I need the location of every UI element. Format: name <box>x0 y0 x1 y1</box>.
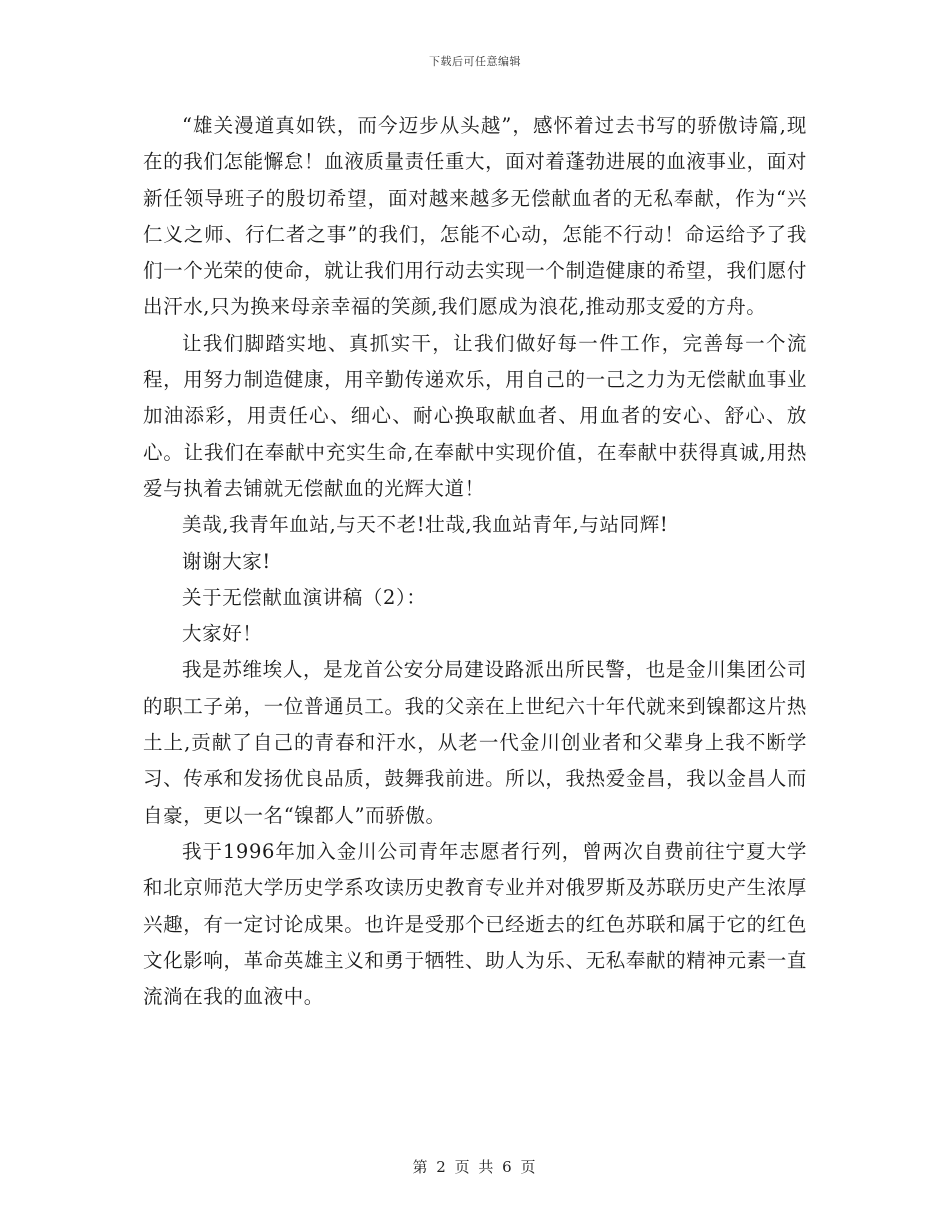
section-heading: 关于无偿献血演讲稿（2）： <box>182 585 427 609</box>
document-body <box>143 108 807 1015</box>
header-note: 下载后可任意编辑 <box>429 55 521 68</box>
paragraph: 我是苏维埃人，是龙首公安分局建设路派出所民警，也是金川集团公司的职工子弟，一位普通员工。我的父亲在上世纪六十年代就来到镍都这片热土上,贡献了自己的青春和汗水，从老一代金川创业者和父辈身上我不断学习、传承和发扬优良品质，鼓舞我前进。所以，我热爱金昌，我以金昌人而自豪，更以一名“镍都人”而骄傲。 <box>143 658 807 827</box>
paragraph: 美哉,我青年血站,与天不老!壮哉,我血站青年,与站同辉! <box>182 513 669 537</box>
paragraph: “雄关漫道真如铁，而今迈步从头越”，感怀着过去书写的骄傲诗篇,现在的我们怎能懈怠！血液质量责任重大，面对着蓬勃进展的血液事业，面对新任领导班子的殷切希望，面对越来越多无偿献血者的无私奉献，作为“兴仁义之师、行仁者之事”的我们，怎能不心动，怎能不行动！命运给予了我们一个光荣的使命，就让我们用行动去实现一个制造健康的希望，我们愿付出汗水,只为换来母亲幸福的笑颜,我们愿成为浪花,推动那支爱的方舟。 <box>143 114 807 319</box>
paragraph: 我于1996年加入金川公司青年志愿者行列，曾两次自费前往宁夏大学和北京师范大学历史学系攻读历史教育专业并对俄罗斯及苏联历史产生浓厚兴趣，有一定讨论成果。也许是受那个已经逝去的红色苏联和属于它的红色文化影响，革命英雄主义和勇于牺牲、助人为乐、无私奉献的精神元素一直流淌在我的血液中。 <box>143 839 807 1009</box>
paragraph: 让我们脚踏实地、真抓实干，让我们做好每一件工作，完善每一个流程，用努力制造健康，用辛勤传递欢乐，用自己的一己之力为无偿献血事业加油添彩，用责任心、细心、耐心换取献血者、用血者的安心、舒心、放心。让我们在奉献中充实生命,在奉献中实现价值，在奉献中获得真诚,用热爱与执着去铺就无偿献血的光辉大道！ <box>143 331 807 500</box>
page-number: 第 2 页 共 6 页 <box>412 1158 538 1176</box>
greeting: 大家好！ <box>182 622 263 646</box>
paragraph: 谢谢大家! <box>182 549 271 573</box>
